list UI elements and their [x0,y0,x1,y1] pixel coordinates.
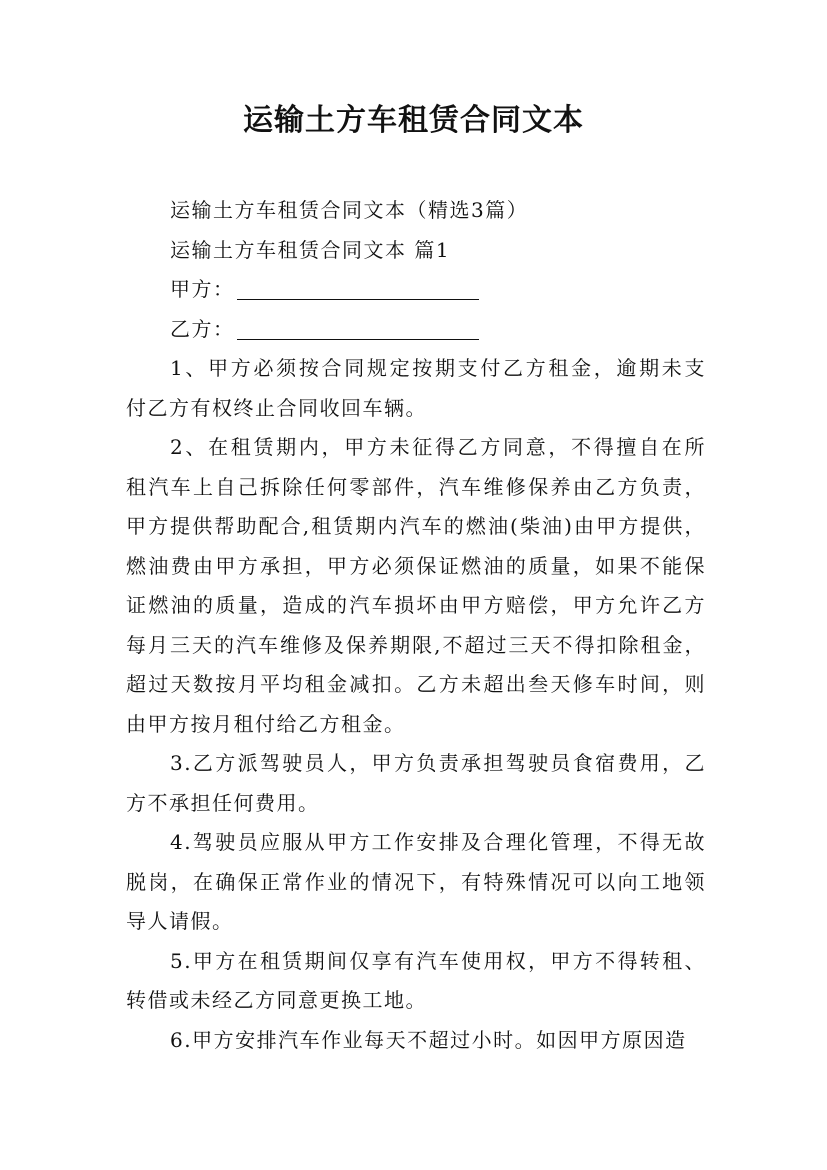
clause-line: 超过天数按月平均租金减扣。乙方未超出叁天修车时间，则 [126,672,706,696]
clause-line: 每月三天的汽车维修及保养期限,不超过三天不得扣除租金， [126,632,706,657]
clause-line: 由甲方按月租付给乙方租金。 [126,711,406,736]
document-body [126,191,706,1060]
clause-paragraph [126,428,706,744]
party-a-line [126,270,706,310]
party-b-label: 乙方： [170,316,235,341]
clause-line: 5.甲方在租赁期间仅享有汽车使用权，甲方不得转租、 [170,948,706,973]
document-subtitle: 运输土方车租赁合同文本（精选3篇） [170,198,529,222]
clause-line: 租汽车上自己拆除任何零部件，汽车维修保养由乙方负责， [126,474,706,499]
clause-line: 付乙方有权终止合同收回车辆。 [126,395,427,420]
party-a-label: 甲方： [170,277,235,301]
clause-paragraph [126,942,706,1021]
clause-line: 转借或未经乙方同意更换工地。 [126,988,427,1012]
clause-line: 1、甲方必须按合同规定按期支付乙方租金，逾期未支 [170,356,706,380]
clause-line: 2、在租赁期内，甲方未征得乙方同意，不得擅自在所 [170,435,706,459]
clause-line: 导人请假。 [126,909,234,933]
section-heading: 运输土方车租赁合同文本 篇1 [170,237,451,262]
clause-line: 脱岗，在确保正常作业的情况下，有特殊情况可以向工地领 [126,869,706,894]
party-b-line [126,310,706,350]
clause-line: 6.甲方安排汽车作业每天不超过小时。如因甲方原因造 [170,1027,687,1052]
clause-line: 方不承担任何费用。 [126,790,320,815]
clause-paragraph [126,744,706,823]
contract-clauses [126,349,706,1060]
clause-line: 3.乙方派驾驶员人，甲方负责承担驾驶员食宿费用，乙 [170,751,706,775]
clause-line: 4.驾驶员应服从甲方工作安排及合理化管理，不得无故 [170,830,706,854]
party-a-blank [237,277,479,300]
document-title: 运输土方车租赁合同文本 [243,103,584,138]
clause-paragraph [126,1021,706,1061]
clause-line: 证燃油的质量，造成的汽车损坏由甲方赔偿，甲方允许乙方 [126,593,706,617]
clause-line: 甲方提供帮助配合,租赁期内汽车的燃油(柴油)由甲方提供， [126,514,706,538]
clause-paragraph [126,349,706,428]
clause-line: 燃油费由甲方承担，甲方必须保证燃油的质量，如果不能保 [126,553,706,578]
clause-paragraph [126,823,706,942]
party-b-blank [237,317,479,340]
